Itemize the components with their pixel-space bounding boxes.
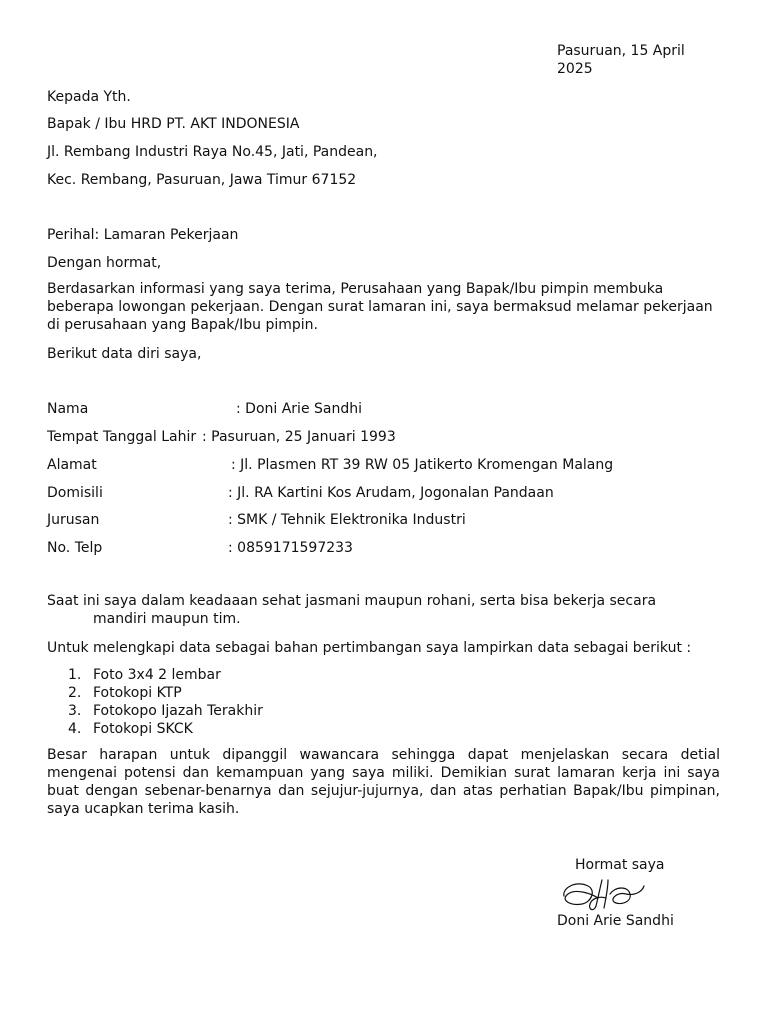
field-label: Alamat bbox=[47, 457, 97, 473]
letter-date-place: Pasuruan, 15 April bbox=[557, 43, 685, 59]
recipient-address-line1: Jl. Rembang Industri Raya No.45, Jati, Pandean, bbox=[47, 144, 378, 160]
recipient-address-line2: Kec. Rembang, Pasuruan, Jawa Timur 67152 bbox=[47, 172, 357, 188]
recipient-name: Bapak / Ibu HRD PT. AKT INDONESIA bbox=[47, 116, 300, 132]
field-value: : Jl. Plasmen RT 39 RW 05 Jatikerto Kromengan Malang bbox=[231, 457, 614, 473]
health-statement-line2: mandiri maupun tim. bbox=[93, 611, 241, 627]
list-item-number: 4. bbox=[68, 721, 82, 737]
list-item bbox=[47, 666, 263, 684]
list-item-number: 3. bbox=[68, 703, 82, 719]
list-item bbox=[47, 720, 263, 738]
field-label: Domisili bbox=[47, 485, 103, 501]
field-value: : Pasuruan, 25 Januari 1993 bbox=[202, 429, 396, 445]
letter-date-year: 2025 bbox=[557, 61, 593, 77]
list-item-number: 1. bbox=[68, 667, 82, 683]
health-statement bbox=[47, 592, 720, 628]
field-label: Nama bbox=[47, 401, 89, 417]
data-intro: Berikut data diri saya, bbox=[47, 346, 202, 362]
recipient-salutation: Kepada Yth. bbox=[47, 89, 131, 105]
letter-date bbox=[557, 42, 685, 78]
field-value: : Jl. RA Kartini Kos Arudam, Jogonalan Pandaan bbox=[228, 485, 554, 501]
field-value: : SMK / Tehnik Elektronika Industri bbox=[228, 512, 466, 528]
health-statement-line1: Saat ini saya dalam keadaaan sehat jasmani maupun rohani, serta bisa bekerja secara bbox=[47, 593, 657, 609]
list-item-text: Foto 3x4 2 lembar bbox=[93, 667, 221, 683]
signature-image bbox=[558, 874, 648, 914]
closing-paragraph: Besar harapan untuk dipanggil wawancara sehingga dapat menjelaskan secara detial mengenai potensi dan kemampuan yang saya miliki. Demikian surat lamaran kerja ini saya buat dengan sebenar-benarnya dan sejujur-jujurnya, dan atas perhatian Bapak/Ibu pimpinan, saya ucapkan terima kasih. bbox=[47, 747, 720, 817]
attachments-list bbox=[47, 666, 263, 738]
field-label: No. Telp bbox=[47, 540, 103, 556]
list-item-text: Fotokopo Ijazah Terakhir bbox=[93, 703, 263, 719]
list-item-number: 2. bbox=[68, 685, 82, 701]
signer-name: Doni Arie Sandhi bbox=[557, 913, 674, 929]
sign-off: Hormat saya bbox=[575, 857, 665, 873]
opening-paragraph: Berdasarkan informasi yang saya terima, Perusahaan yang Bapak/Ibu pimpin membuka beberapa lowongan pekerjaan. Dengan surat lamaran ini, saya bermaksud melamar pekerjaan di perusahaan yang Bapak/Ibu pimpin. bbox=[47, 281, 713, 333]
list-item-text: Fotokopi KTP bbox=[93, 685, 182, 701]
field-label: Jurusan bbox=[47, 512, 100, 528]
list-item bbox=[47, 702, 263, 720]
field-label: Tempat Tanggal Lahir bbox=[47, 429, 197, 445]
letter-greeting: Dengan hormat, bbox=[47, 255, 162, 271]
field-value: : 0859171597233 bbox=[228, 540, 353, 556]
attachments-intro: Untuk melengkapi data sebagai bahan pertimbangan saya lampirkan data sebagai berikut : bbox=[47, 640, 692, 656]
field-value: : Doni Arie Sandhi bbox=[236, 401, 362, 417]
list-item bbox=[47, 684, 263, 702]
list-item-text: Fotokopi SKCK bbox=[93, 721, 193, 737]
letter-subject: Perihal: Lamaran Pekerjaan bbox=[47, 227, 239, 243]
